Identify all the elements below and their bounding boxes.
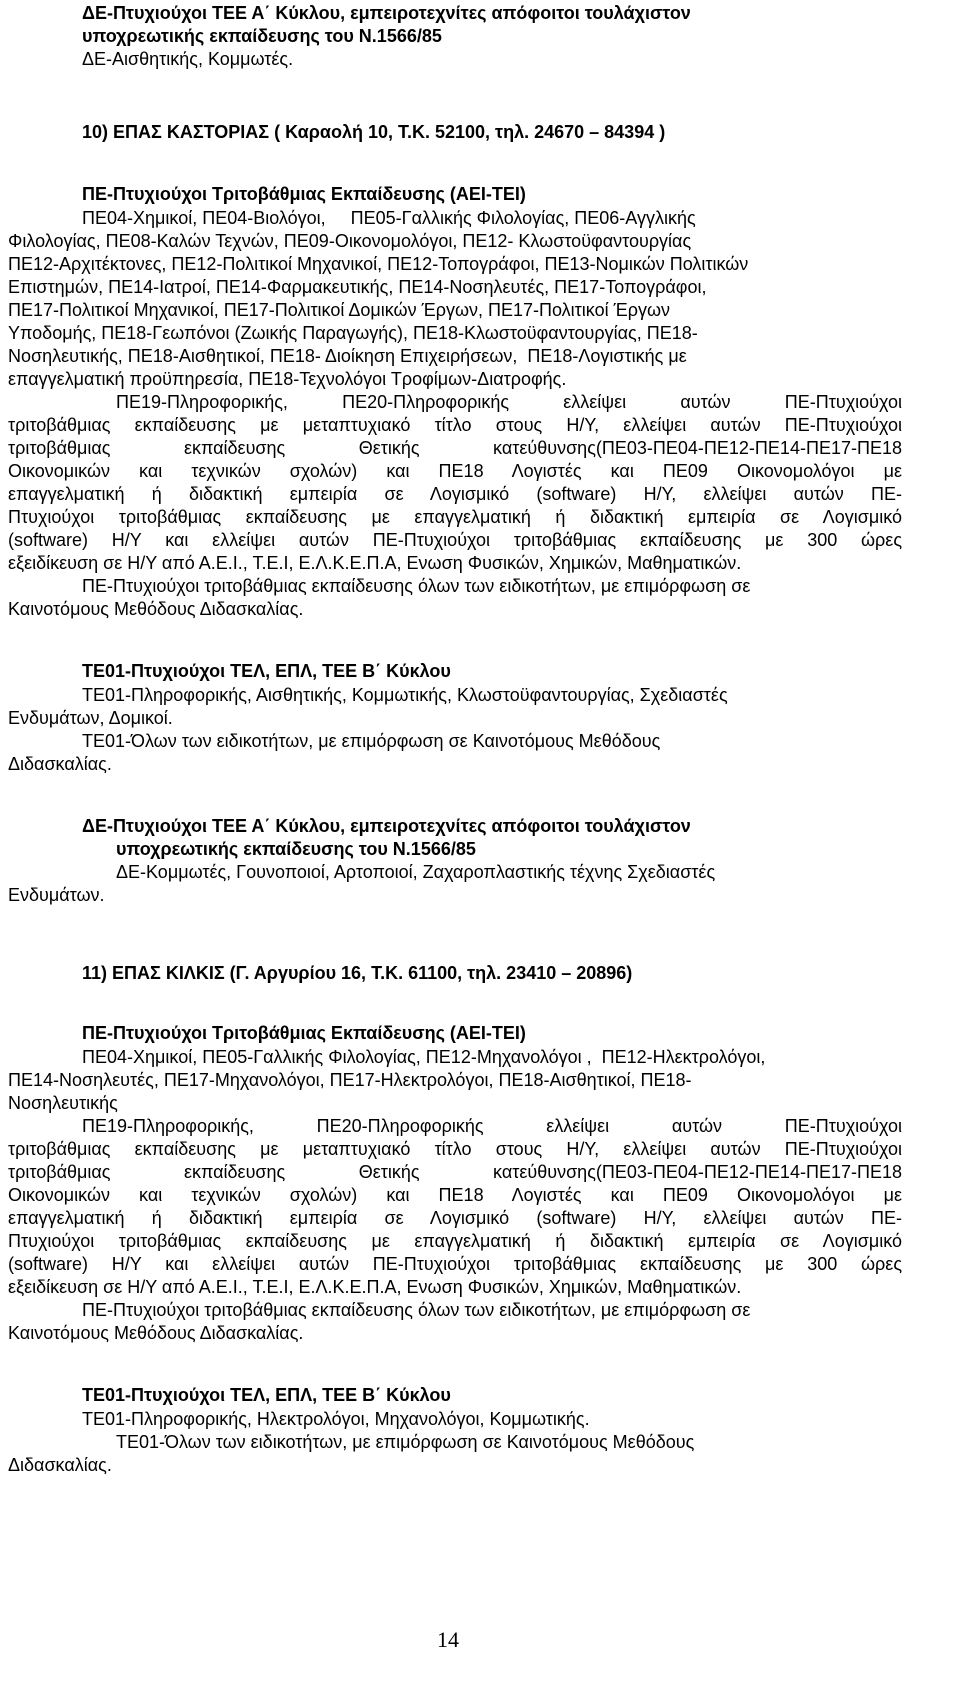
pe-text-line: Νοσηλευτικής, ΠΕ18-Αισθητικοί, ΠΕ18- Διοίκηση Επιχειρήσεων, ΠΕ18-Λογιστικής με [8,346,687,366]
informatics-line: τριτοβάθμιας εκπαίδευσης με μεταπτυχιακό τίτλο στους Η/Υ, ελλείψει αυτών ΠΕ-Πτυχιούχοι [8,1139,902,1159]
pe-text-line: Φιλολογίας, ΠΕ08-Καλών Τεχνών, ΠΕ09-Οικονομολόγοι, ΠΕ12- Κλωστοϋφαντουργίας [8,231,692,251]
informatics-line: επαγγελματική ή διδακτική εμπειρία σε Λογισμικό (software) Η/Υ, ελλείψει αυτών ΠΕ- [8,1208,902,1228]
pe-text-line: επαγγελματική προϋπηρεσία, ΠΕ18-Τεχνολόγοι Τροφίμων-Διατροφής. [8,369,567,389]
pe-text-line: ΠΕ04-Χημικοί, ΠΕ05-Γαλλικής Φιλολογίας, ΠΕ12-Μηχανολόγοι , ΠΕ12-Ηλεκτρολόγοι, [82,1047,766,1067]
pe-text-line: ΠΕ04-Χημικοί, ΠΕ04-Βιολόγοι, ΠΕ05-Γαλλικής Φιλολογίας, ΠΕ06-Αγγλικής [82,208,696,228]
te-text-line: Ενδυμάτων, Δομικοί. [8,708,173,728]
school-heading-10: 10) ΕΠΑΣ ΚΑΣΤΟΡΙΑΣ ( Καραολή 10, Τ.Κ. 52100, τηλ. 24670 – 84394 ) [82,122,666,142]
informatics-line: τριτοβάθμιας εκπαίδευσης Θετικής κατεύθυνσης(ΠΕ03-ΠΕ04-ΠΕ12-ΠΕ14-ΠΕ17-ΠΕ18 [8,1162,902,1182]
innovation-line: Καινοτόμους Μεθόδους Διδασκαλίας. [8,1323,304,1343]
de-specialties: Ενδυμάτων. [8,885,105,905]
de-heading-line-2: υποχρεωτικής εκπαίδευσης του Ν.1566/85 [82,26,442,46]
de-specialties: ΔΕ-Αισθητικής, Κομμωτές. [82,49,294,69]
pe-text-line: ΠΕ14-Νοσηλευτές, ΠΕ17-Μηχανολόγοι, ΠΕ17-Ηλεκτρολόγοι, ΠΕ18-Αισθητικοί, ΠΕ18- [8,1070,692,1090]
pe-text-line: Επιστημών, ΠΕ14-Ιατροί, ΠΕ14-Φαρμακευτικής, ΠΕ14-Νοσηλευτές, ΠΕ17-Τοπογράφοι, [8,277,707,297]
informatics-line: Πτυχιούχοι τριτοβάθμιας εκπαίδευσης με επαγγελματική ή διδακτική εμπειρία σε Λογισμικό [8,1231,902,1251]
pe-heading: ΠΕ-Πτυχιούχοι Τριτοβάθμιας Εκπαίδευσης (ΑΕΙ-ΤΕΙ) [82,184,526,204]
innovation-line: ΠΕ-Πτυχιούχοι τριτοβάθμιας εκπαίδευσης όλων των ειδικοτήτων, με επιμόρφωση σε [82,576,751,596]
de-heading-line-2: υποχρεωτικής εκπαίδευσης του Ν.1566/85 [116,839,476,859]
informatics-line: εξειδίκευση σε Η/Υ από Α.Ε.Ι., Τ.Ε.Ι, Ε.Λ.Κ.Ε.Π.Α, Ενωση Φυσικών, Χημικών, Μαθηματικών. [8,1277,742,1297]
pe-text-line: Νοσηλευτικής [8,1093,118,1113]
pe-text-line: ΠΕ17-Πολιτικοί Μηχανικοί, ΠΕ17-Πολιτικοί Δομικών Έργων, ΠΕ17-Πολιτικοί Έργων [8,300,670,320]
informatics-line: ΠΕ19-Πληροφορικής, ΠΕ20-Πληροφορικής ελλείψει αυτών ΠΕ-Πτυχιούχοι [82,1116,902,1136]
pe-heading: ΠΕ-Πτυχιούχοι Τριτοβάθμιας Εκπαίδευσης (ΑΕΙ-ΤΕΙ) [82,1023,526,1043]
te-text-line: ΤΕ01-Όλων των ειδικοτήτων, με επιμόρφωση σε Καινοτόμους Μεθόδους [82,731,661,751]
de-specialties: ΔΕ-Κομμωτές, Γουνοποιοί, Αρτοποιοί, Ζαχαροπλαστικής τέχνης Σχεδιαστές [116,862,716,882]
pe-text-line: Υποδομής, ΠΕ18-Γεωπόνοι (Ζωικής Παραγωγής), ΠΕ18-Κλωστοϋφαντουργίας, ΠΕ18- [8,323,698,343]
te-text-line: ΤΕ01-Όλων των ειδικοτήτων, με επιμόρφωση σε Καινοτόμους Μεθόδους [116,1432,695,1452]
innovation-line: Καινοτόμους Μεθόδους Διδασκαλίας. [8,599,304,619]
informatics-line: επαγγελματική ή διδακτική εμπειρία σε Λογισμικό (software) Η/Υ, ελλείψει αυτών ΠΕ- [8,484,902,504]
page-number: 14 [437,1627,459,1652]
de-heading-line-1: ΔΕ-Πτυχιούχοι ΤΕΕ Α΄ Κύκλου, εμπειροτεχνίτες απόφοιτοι τουλάχιστον [82,816,691,836]
pe-text-line: ΠΕ12-Αρχιτέκτονες, ΠΕ12-Πολιτικοί Μηχανικοί, ΠΕ12-Τοπογράφοι, ΠΕ13-Νομικών Πολιτικών [8,254,749,274]
informatics-line: (software) Η/Υ και ελλείψει αυτών ΠΕ-Πτυχιούχοι τριτοβάθμιας εκπαίδευσης με 300 ώρες [8,530,902,550]
informatics-line: εξειδίκευση σε Η/Υ από Α.Ε.Ι., Τ.Ε.Ι, Ε.Λ.Κ.Ε.Π.Α, Ενωση Φυσικών, Χημικών, Μαθηματικών. [8,553,742,573]
informatics-line: Οικονομικών και τεχνικών σχολών) και ΠΕ18 Λογιστές και ΠΕ09 Οικονομολόγοι με [8,461,902,481]
informatics-line: ΠΕ19-Πληροφορικής, ΠΕ20-Πληροφορικής ελλείψει αυτών ΠΕ-Πτυχιούχοι [116,392,902,412]
te-text-line: Διδασκαλίας. [8,754,112,774]
informatics-line: τριτοβάθμιας εκπαίδευσης με μεταπτυχιακό τίτλο στους Η/Υ, ελλείψει αυτών ΠΕ-Πτυχιούχοι [8,415,902,435]
te-text-line: ΤΕ01-Πληροφορικής, Ηλεκτρολόγοι, Μηχανολόγοι, Κομμωτικής. [82,1409,590,1429]
te-heading: ΤΕ01-Πτυχιούχοι ΤΕΛ, ΕΠΛ, ΤΕΕ Β΄ Κύκλου [82,1385,451,1405]
informatics-line: Πτυχιούχοι τριτοβάθμιας εκπαίδευσης με επαγγελματική ή διδακτική εμπειρία σε Λογισμικό [8,507,902,527]
te-text-line: ΤΕ01-Πληροφορικής, Αισθητικής, Κομμωτικής, Κλωστοϋφαντουργίας, Σχεδιαστές [82,685,728,705]
informatics-line: τριτοβάθμιας εκπαίδευσης Θετικής κατεύθυνσης(ΠΕ03-ΠΕ04-ΠΕ12-ΠΕ14-ΠΕ17-ΠΕ18 [8,438,902,458]
informatics-line: (software) Η/Υ και ελλείψει αυτών ΠΕ-Πτυχιούχοι τριτοβάθμιας εκπαίδευσης με 300 ώρες [8,1254,902,1274]
school-heading-11: 11) ΕΠΑΣ ΚΙΛΚΙΣ (Γ. Αργυρίου 16, Τ.Κ. 61100, τηλ. 23410 – 20896) [82,963,633,983]
informatics-line: Οικονομικών και τεχνικών σχολών) και ΠΕ18 Λογιστές και ΠΕ09 Οικονομολόγοι με [8,1185,902,1205]
te-text-line: Διδασκαλίας. [8,1455,112,1475]
te-heading: ΤΕ01-Πτυχιούχοι ΤΕΛ, ΕΠΛ, ΤΕΕ Β΄ Κύκλου [82,661,451,681]
innovation-line: ΠΕ-Πτυχιούχοι τριτοβάθμιας εκπαίδευσης όλων των ειδικοτήτων, με επιμόρφωση σε [82,1300,751,1320]
de-heading-line-1: ΔΕ-Πτυχιούχοι ΤΕΕ Α΄ Κύκλου, εμπειροτεχνίτες απόφοιτοι τουλάχιστον [82,3,691,23]
